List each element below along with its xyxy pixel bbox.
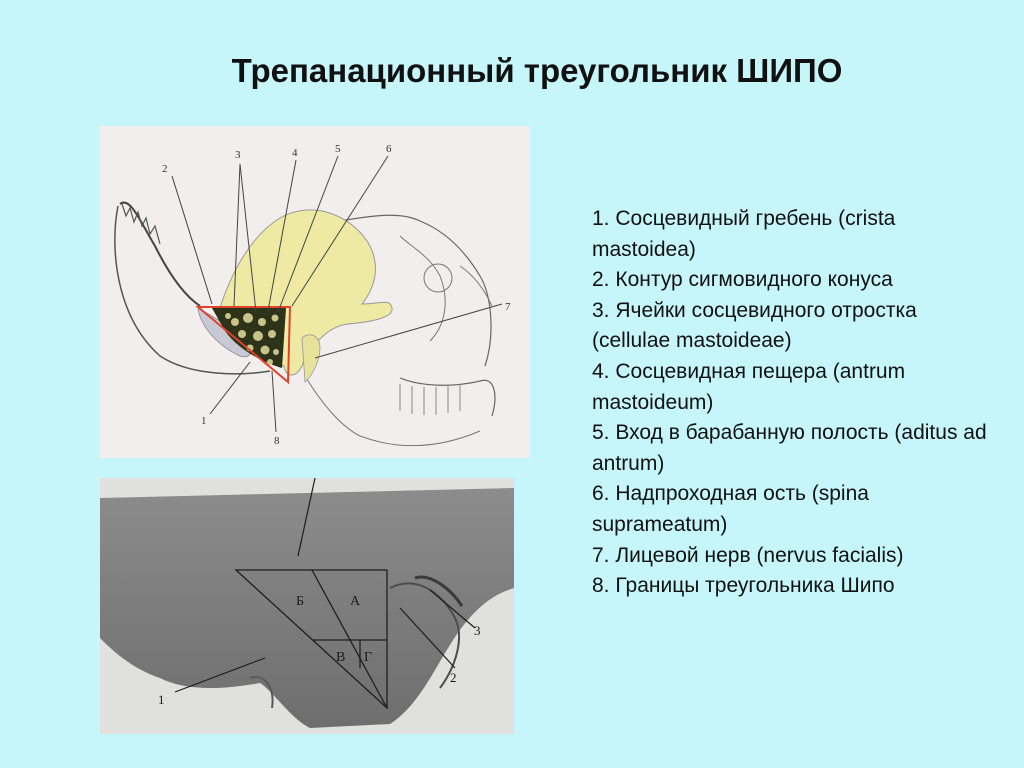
region-v: В [336, 650, 346, 665]
photo-label-3: 3 [474, 623, 481, 638]
label-6: 6 [386, 143, 392, 155]
caption-item-3: 3. Ячейки сосцевидного отростка (cellulae mastoideae) [592, 298, 917, 353]
mastoid-photo-diagram [100, 478, 514, 734]
caption-list [592, 204, 992, 602]
caption-item-1: 1. Сосцевидный гребень (crista mastoidea) [592, 207, 896, 261]
label-1: 1 [201, 415, 207, 427]
label-2: 2 [162, 163, 168, 175]
caption-item-5: 5. Вход в барабанную полость (aditus ad antrum) [592, 421, 987, 475]
photo-label-1: 1 [158, 692, 165, 707]
label-8: 8 [274, 435, 280, 447]
region-a: А [350, 594, 361, 609]
caption-item-4: 4. Сосцевидная пещера (antrum mastoideum) [592, 359, 906, 414]
label-4: 4 [292, 147, 298, 159]
caption-item-8: 8. Границы треугольника Шипо [592, 574, 895, 598]
label-7: 7 [505, 301, 511, 313]
caption-item-7: 7. Лицевой нерв (nervus facialis) [592, 543, 904, 567]
slide-title: Трепанационный треугольник ШИПО [231, 52, 843, 89]
region-b: Б [296, 594, 305, 609]
label-5: 5 [335, 143, 341, 155]
photo-label-2: 2 [450, 670, 457, 685]
caption-item-2: 2. Контур сигмовидного конуса [592, 268, 893, 292]
skull-diagram [100, 126, 530, 458]
caption-item-6: 6. Надпроходная ость (spina suprameatum) [592, 482, 869, 536]
label-3: 3 [235, 149, 241, 161]
region-g: Г [364, 650, 373, 665]
